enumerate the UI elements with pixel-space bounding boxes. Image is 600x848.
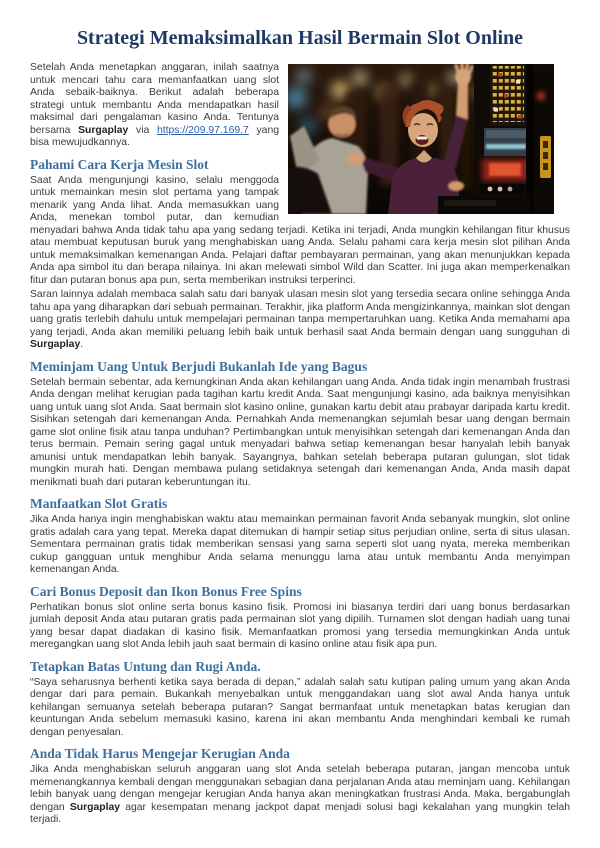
surgaplay-url-link[interactable]: https://209.97.169.7 [156, 124, 249, 136]
casino-photo-svg [288, 64, 554, 214]
section-heading-pahami: Pahami Cara Kerja Mesin Slot [30, 156, 209, 172]
text-run: Saran lainnya adalah membaca salah satu dari banyak ulasan mesin slot yang tersedia secara online sehingga Anda tahu apa yang diharapkan dari sebuah permainan. Terakhir, jika platform Anda mengizinkannya, mainkan slot dengan uang gratis terlebih dahulu untuk mempelajari permainan tanpa mempertaruhkan uang. Ketika Anda memahami apa yang terjadi, Anda akan memiliki peluang lebih baik untuk berhasil saat Anda bermain dengan uang sungguhan di [30, 289, 570, 338]
paragraph-bonus-deposit: Perhatikan bonus slot online serta bonus kasino fisik. Promosi ini biasanya terdiri dari uang bonus berdasarkan jumlah deposit Anda atau putaran gratis pada permainan slot yang dipilih. Turnamen slot dengan hadiah uang tunai yang besar dapat diadakan di kasino fisik. Memanfaatkan promosi yang tersedia memungkinkan Anda untuk meregangkan uang slot Anda lebih jauh saat bermain di kasino online atau fisik apa pun. [30, 601, 570, 650]
intro-text-run: yang bisa mewujudkannya. [30, 124, 280, 148]
brand-name: Surgaplay [30, 339, 81, 350]
paragraph-kerugian [30, 764, 570, 827]
intro-text-run: Setelah Anda menetapkan anggaran, inilah saatnya untuk mencari tahu cara memanfaatkan uang slot Anda sebaik-baiknya. Berikut adalah beberapa strategi untuk membantu Anda mendapatkan hasil maksimal dari pengalaman kasino Anda. Tentunya bersama [30, 62, 279, 136]
brand-name: Surgaplay [78, 124, 129, 136]
section-heading-slot-gratis: Manfaatkan Slot Gratis [30, 496, 168, 511]
text-run: agar kesempatan menang jackpot dapat menjadi solusi bagi kekalahan yang mungkin telah terjadi. [30, 801, 571, 825]
section-heading-batas: Tetapkan Batas Untung dan Rugi Anda. [30, 658, 261, 674]
intro-text-run: via [128, 124, 157, 136]
casino-photo [288, 64, 554, 214]
paragraph-saran [30, 289, 570, 352]
brand-name: Surgaplay [69, 801, 121, 813]
text-run: . [80, 339, 84, 350]
section-heading-meminjam: Meminjam Uang Untuk Berjudi Bukanlah Ide yang Bagus [30, 358, 368, 374]
paragraph-pahami: Saat Anda mengunjungi kasino, selalu menggoda untuk memainkan mesin slot pertama yang tampak menarik yang Anda lihat. Anda memasukkan uang Anda, menekan tombol putar, dan kemudian menyadari bahwa Anda tidak tahu apa yang sedang terjadi. Ketika ini terjadi, Anda mungkin kehilangan fitur khusus atau membuat keputusan buruk yang menghabiskan uang Anda. Selalu pahami cara kerja mesin slot pilihan Anda untuk memaksimalkan kemenangan Anda. Pelajari daftar pembayaran permainan, yang akan menunjukkan kepada Anda apa simbol itu dan berapa nilainya. Ini akan melewati simbol Wild dan Scatter. Ini juga akan memperkenalkan fitur dan putaran bonus apa pun, serta memberikan instruksi terperinci. [30, 174, 570, 286]
paragraph-slot-gratis: Jika Anda hanya ingin menghabiskan waktu atau memainkan permainan favorit Anda sebanyak mungkin, slot online gratis adalah cara yang tepat. Mereka dapat ditemukan di hampir setiap situs perjudian online, serta di situs ulasan. Sementara permainan gratis tidak memberikan sensasi yang sama seperti slot uang nyata, mereka memberikan cukup gangguan untuk menghibur Anda selama menunggu lama atau untuk membantu Anda menyimpan kemenangan Anda. [30, 514, 570, 575]
page-title: Strategi Memaksimalkan Hasil Bermain Slot Online [76, 27, 524, 49]
text-run: Jika Anda menghabiskan seluruh anggaran uang slot Anda setelah beberapa putaran, jangan mencoba untuk memenangkannya kembali dengan menggunakan sebagian dana perjalanan Anda atau meminjam uang. Kehilangan lebih banyak uang dengan mengejar kerugian Anda hanya akan meningkatkan frustrasi Anda. Maka, bergabunglah dengan [30, 764, 570, 813]
section-heading-bonus-deposit: Cari Bonus Deposit dan Ikon Bonus Free Spins [30, 583, 302, 599]
section-heading-kerugian: Anda Tidak Harus Mengejar Kerugian Anda [30, 746, 290, 761]
paragraph-batas: “Saya seharusnya berhenti ketika saya berada di depan,” adalah salah satu kutipan paling umum yang akan Anda dengar dari para pemain. Bukankah menyebalkan untuk menggandakan uang slot awal Anda hanya untuk kehilangan semuanya setelah beberapa putaran? Sangat bermanfaat untuk menetapkan batas kerugian dan keuntungan Anda sebelum memasuki kasino, karena ini akan membantu Anda menghindari kembali ke rumah dengan penyesalan. [30, 676, 570, 738]
paragraph-meminjam: Setelah bermain sebentar, ada kemungkinan Anda akan kehilangan uang Anda. Anda tidak ingin menambah frustrasi Anda dengan melihat kerugian pada tagihan kartu kredit Anda. Saat mengunjungi kasino, ada baiknya menyisihkan uang untuk uang slot Anda. Saat bermain slot kasino online, gunakan kartu debit atau prabayar daripada kartu kredit. Sisihkan setengah dari kemenangan Anda. Pernahkah Anda memenangkan sejumlah besar uang dengan bermain game slot online fisik atau tanpa unduhan? Pertimbangkan untuk menyisihkan setengah dari kemenangan Anda dan terus bermain. Pemain sering gagal untuk menyadari bahwa setiap kemenangan besar hanyalah lebih banyak amunisi untuk mendapatkan lebih banyak. Sayangnya, bahkan setelah beberapa putaran gulungan, slot tidak mungkin murah hati. Dengan membawa pulang setidaknya setengah dari kemenangan Anda, Anda masih dapat menikmati buah dari putaran keberuntungan itu. [30, 376, 570, 488]
